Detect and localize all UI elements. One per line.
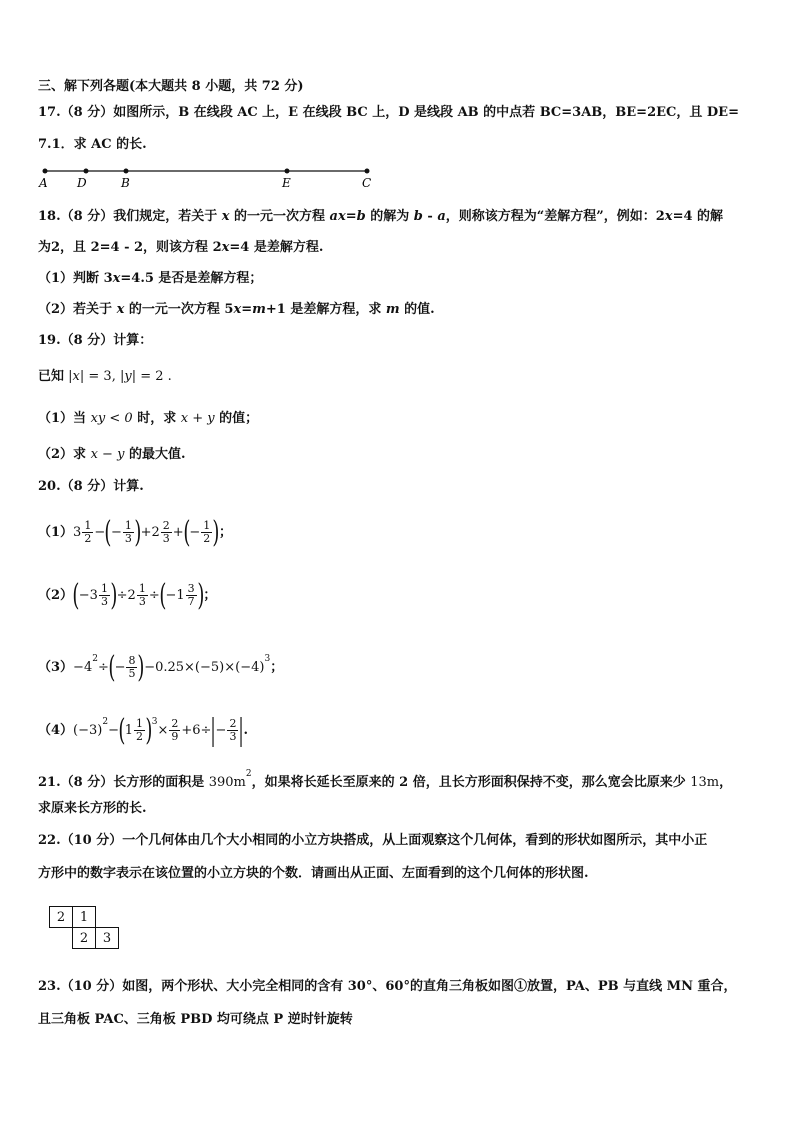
point-b-dot <box>124 169 129 174</box>
q17-line1: 17.（8 分）如图所示，B 在线段 AC 上，E 在线段 BC 上，D 是线段 AB 的中点若 BC=3AB，BE=2EC，且 DE= <box>38 105 739 120</box>
q22-line1: 22.（10 分）一个几何体由几个大小相同的小立方块搭成，从上面观察这个几何体，看到的形状如图所示，其中小正 <box>38 833 708 848</box>
q17-segment-figure <box>30 162 390 194</box>
point-c-label: C <box>362 176 372 190</box>
point-e-dot <box>285 169 290 174</box>
q19-given: 已知 |x| = 3, |y| = 2 . <box>38 369 172 384</box>
q20-expr1: （1）3 $\frac{1}{2}$ −(− $\frac{1}{3}$ )+2 $\frac{2}{3}$ +(− $\frac{1}{2}$ )； <box>38 514 233 550</box>
q22-line2: 方形中的数字表示在该位置的小立方块的个数．请画出从正面、左面看到的这个几何体的形状图. <box>38 866 589 881</box>
q23-line2: 且三角板 PAC、三角板 PBD 均可绕点 P 逆时针旋转 <box>38 1012 353 1027</box>
q20-expr4: $(4)(-3)^2-(1$ $\frac{1}{2}$ )$^3$× $\frac{2}{9}$ +6÷|− $\frac{2}{3}$ |. <box>38 712 249 748</box>
q19-head: 19.（8 分）计算： <box>38 333 153 348</box>
point-b-label: B <box>121 176 130 190</box>
q18-line2: 为2，且 2=4 - 2，则该方程 2x=4 是差解方程. <box>38 240 324 255</box>
point-c-dot <box>365 169 370 174</box>
q17-line2: 7.1．求 AC 的长. <box>38 137 147 152</box>
grid-cell: 3 <box>96 928 119 949</box>
q18-sub1: （1）判断 3x=4.5 是否是差解方程； <box>38 271 263 286</box>
point-a-dot <box>43 169 48 174</box>
q19-sub2: （2）求 x − y 的最大值. <box>38 447 186 462</box>
point-d-dot <box>84 169 89 174</box>
q18-line1: 18.（8 分）我们规定，若关于 x 的一元一次方程 ax=b 的解为 b - a，则称该方程为“差解方程”，例如：2x=4 的解 <box>38 209 724 224</box>
grid-cell-empty <box>96 907 119 928</box>
q20-expr3: $(3)-4^2\div(-$ $\frac{8}{5}$ )$-0.25\times(-5)\times(-4)^3$； <box>38 649 284 685</box>
q19-sub1: （1）当 xy < 0 时，求 x + y 的值； <box>38 411 259 426</box>
grid-cell: 1 <box>73 907 96 928</box>
q20-head: 20.（8 分）计算. <box>38 479 144 494</box>
q23-line1: 23.（10 分）如图，两个形状、大小完全相同的含有 30°、60°的直角三角板如图①放置，PA、PB 与直线 MN 重合， <box>38 979 737 994</box>
q21-line2: 求原来长方形的长. <box>38 801 147 816</box>
grid-cell: 2 <box>73 928 96 949</box>
grid-cell-empty <box>50 928 73 949</box>
q21-line1: 21.（8 分）长方形的面积是 $390m^2$，如果将长延长至原来的 2 倍，且长方形面积保持不变，那么宽会比原来少 13m， <box>38 769 733 790</box>
point-e-label: E <box>282 176 291 190</box>
q20-expr2: （2）(−3 $\frac{1}{3}$ )÷2 $\frac{1}{3}$ ÷(−1 $\frac{3}{7}$ )； <box>38 577 217 613</box>
q18-sub2: （2）若关于 x 的一元一次方程 5x=m+1 是差解方程，求 m 的值. <box>38 302 435 317</box>
q22-top-view-grid <box>49 906 119 949</box>
point-d-label: D <box>77 176 87 190</box>
section-title: 三、解下列各题(本大题共 8 小题，共 72 分) <box>38 79 304 94</box>
grid-cell: 2 <box>50 907 73 928</box>
point-a-label: A <box>39 176 48 190</box>
